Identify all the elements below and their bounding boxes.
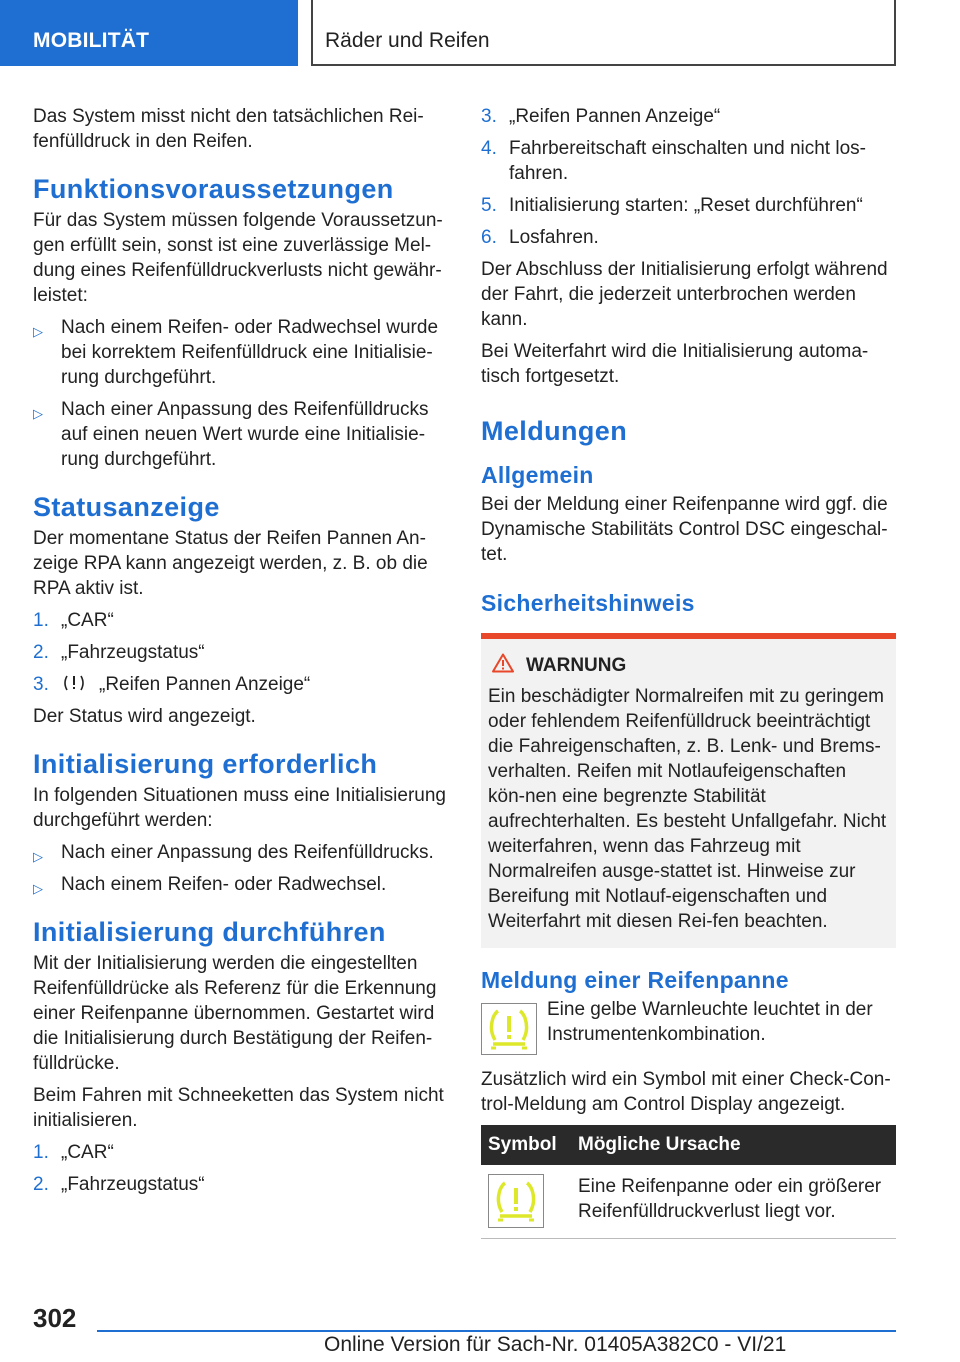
section-title: MOBILITÄT (33, 29, 150, 52)
list-item-text: Nach einem Reifen- oder Radwechsel wurde bei korrektem Reifenfülldruck eine Initialisie-rung durchgeführt. (61, 317, 439, 388)
warning-text: Ein beschädigter Normalreifen mit zu geringem oder fehlendem Reifenfülldruck beeinträchtigt die Fahreigenschaften, z. B. Lenk- und Brems-verhalten. Reifen mit Notlaufeigenschaften kön-nen eine begrenzte Stabilität aufrechterhalten. Es besteht Unfallgefahr. Nicht weiterfahren, wenn das Fahrzeug mit Normalreifen ausge-stattet ist. Hinweise zur Bereifung mit Notlauf-eigenschaften und Weiterfahrt mit diesen Rei-fen beachten. (488, 686, 887, 932)
warning-box (481, 633, 896, 948)
weiterfahrt-paragraph: Bei Weiterfahrt wird die Initialisierung automa-tisch fortgesetzt. (481, 341, 869, 387)
init-do-paragraph-2: Beim Fahren mit Schneeketten das System nicht initialisieren. (33, 1085, 444, 1131)
heading-meldung-reifenpanne: Meldung einer Reifenpanne (481, 967, 789, 993)
triangle-bullet-icon: ▷ (33, 406, 43, 421)
init-do-steps (33, 1140, 448, 1197)
init-do-steps-continued (481, 104, 896, 250)
table-header-row (481, 1125, 896, 1165)
list-item (481, 136, 896, 186)
triangle-bullet-icon: ▷ (33, 324, 43, 339)
list-item-text: Nach einer Anpassung des Reifenfülldrucks. (61, 842, 434, 863)
chapter-title: Räder und Reifen (325, 29, 490, 52)
symbol-cell (481, 1165, 571, 1239)
step-text: „Fahrzeugstatus“ (61, 642, 205, 663)
intro-paragraph: Das System misst nicht den tatsächlichen Rei-fenfülldruck in den Reifen. (33, 106, 424, 152)
init-req-list (33, 840, 448, 897)
list-item (33, 640, 448, 665)
heading-meldungen: Meldungen (481, 416, 628, 446)
init-do-paragraph-1: Mit der Initialisierung werden die eingestellten Reifenfülldrücke als Referenz für die Erkennung einer Reifenpanne übernommen. Gestartet wird die Initialisierung durch Bestätigung der Reifen-fülldrücke. (33, 953, 437, 1074)
status-steps (33, 608, 448, 697)
left-column (33, 104, 448, 1204)
list-item (33, 1172, 448, 1197)
abschluss-paragraph: Der Abschluss der Initialisierung erfolgt während der Fahrt, die jederzeit unterbrochen werden kann. (481, 259, 888, 330)
right-column (481, 104, 896, 1239)
triangle-bullet-icon: ▷ (33, 881, 43, 896)
heading-sicherheitshinweis: Sicherheitshinweis (481, 590, 695, 616)
list-item (33, 315, 448, 390)
tire-pressure-warning-icon (63, 674, 85, 692)
allgemein-paragraph: Bei der Meldung einer Reifenpanne wird ggf. die Dynamische Stabilitäts Control DSC eingeschal-tet. (481, 494, 888, 565)
status-paragraph: Der momentane Status der Reifen Pannen An-zeige RPA kann angezeigt werden, z. B. ob die RPA aktiv ist. (33, 528, 428, 599)
list-item (33, 1140, 448, 1165)
heading-initialisierung-durchfuehren: Initialisierung durchführen (33, 917, 386, 947)
column-header-ursache: Mögliche Ursache (571, 1125, 896, 1165)
step-text: „Reifen Pannen Anzeige“ (509, 106, 721, 127)
step-number: 1. (33, 1142, 49, 1163)
heading-funktionsvoraussetzungen: Funktionsvoraussetzungen (33, 174, 394, 204)
step-text: Losfahren. (509, 227, 599, 248)
panne-message-row (481, 997, 896, 1057)
list-item (33, 840, 448, 865)
list-item (481, 225, 896, 250)
list-item (33, 608, 448, 633)
chapter-header (311, 0, 896, 66)
triangle-bullet-icon: ▷ (33, 849, 43, 864)
heading-statusanzeige: Statusanzeige (33, 492, 220, 522)
list-item-text: Nach einem Reifen- oder Radwechsel. (61, 874, 387, 895)
step-number: 2. (33, 642, 49, 663)
step-number: 5. (481, 195, 497, 216)
symbol-table (481, 1125, 896, 1239)
step-number: 6. (481, 227, 497, 248)
step-text: „CAR“ (61, 1142, 114, 1163)
funktion-list (33, 315, 448, 472)
step-number: 3. (481, 106, 497, 127)
tire-pressure-warning-icon (481, 1003, 537, 1055)
list-item (481, 193, 896, 218)
step-number: 1. (33, 610, 49, 631)
cause-cell: Eine Reifenpanne oder ein größerer Reifenfülldruckverlust liegt vor. (571, 1165, 896, 1239)
list-item (33, 397, 448, 472)
page-number: 302 (33, 1303, 77, 1333)
funktion-paragraph: Für das System müssen folgende Voraussetzun-gen erfüllt sein, sonst ist eine zuverlässige Mel-dung eines Reifenfülldruckverlusts nicht gewähr-leistet: (33, 210, 443, 306)
heading-allgemein: Allgemein (481, 462, 594, 488)
step-number: 3. (33, 674, 49, 695)
step-number: 4. (481, 138, 497, 159)
column-header-symbol: Symbol (481, 1125, 571, 1165)
panne-paragraph: Eine gelbe Warnleuchte leuchtet in der Instrumentenkombination. (547, 999, 873, 1045)
footer-divider (97, 1330, 896, 1332)
tire-pressure-warning-icon (488, 1174, 544, 1228)
step-text: „Fahrzeugstatus“ (61, 1174, 205, 1195)
heading-initialisierung-erforderlich: Initialisierung erforderlich (33, 749, 378, 779)
footer-text: Online Version für Sach-Nr. 01405A382C0 - VI/21 (324, 1333, 787, 1356)
warning-triangle-icon (492, 653, 514, 673)
zusatz-paragraph: Zusätzlich wird ein Symbol mit einer Check-Con-trol-Meldung am Control Display angezeigt. (481, 1069, 891, 1115)
step-text: „Reifen Pannen Anzeige“ (99, 674, 311, 695)
list-item (33, 872, 448, 897)
warning-title: WARNUNG (526, 655, 627, 676)
step-number: 2. (33, 1174, 49, 1195)
init-req-paragraph: In folgenden Situationen muss eine Initialisierung durchgeführt werden: (33, 785, 446, 831)
list-item (33, 672, 448, 697)
step-text: Fahrbereitschaft einschalten und nicht los-fahren. (509, 138, 866, 184)
list-item (481, 104, 896, 129)
warning-title-row (488, 653, 888, 678)
table-row (481, 1165, 896, 1239)
step-text: „CAR“ (61, 610, 114, 631)
list-item-text: Nach einer Anpassung des Reifenfülldrucks auf einen neuen Wert wurde eine Initialisie-rung durchgeführt. (61, 399, 429, 470)
section-tab (0, 0, 298, 66)
status-after: Der Status wird angezeigt. (33, 706, 256, 727)
step-text: Initialisierung starten: „Reset durchführen“ (509, 195, 863, 216)
